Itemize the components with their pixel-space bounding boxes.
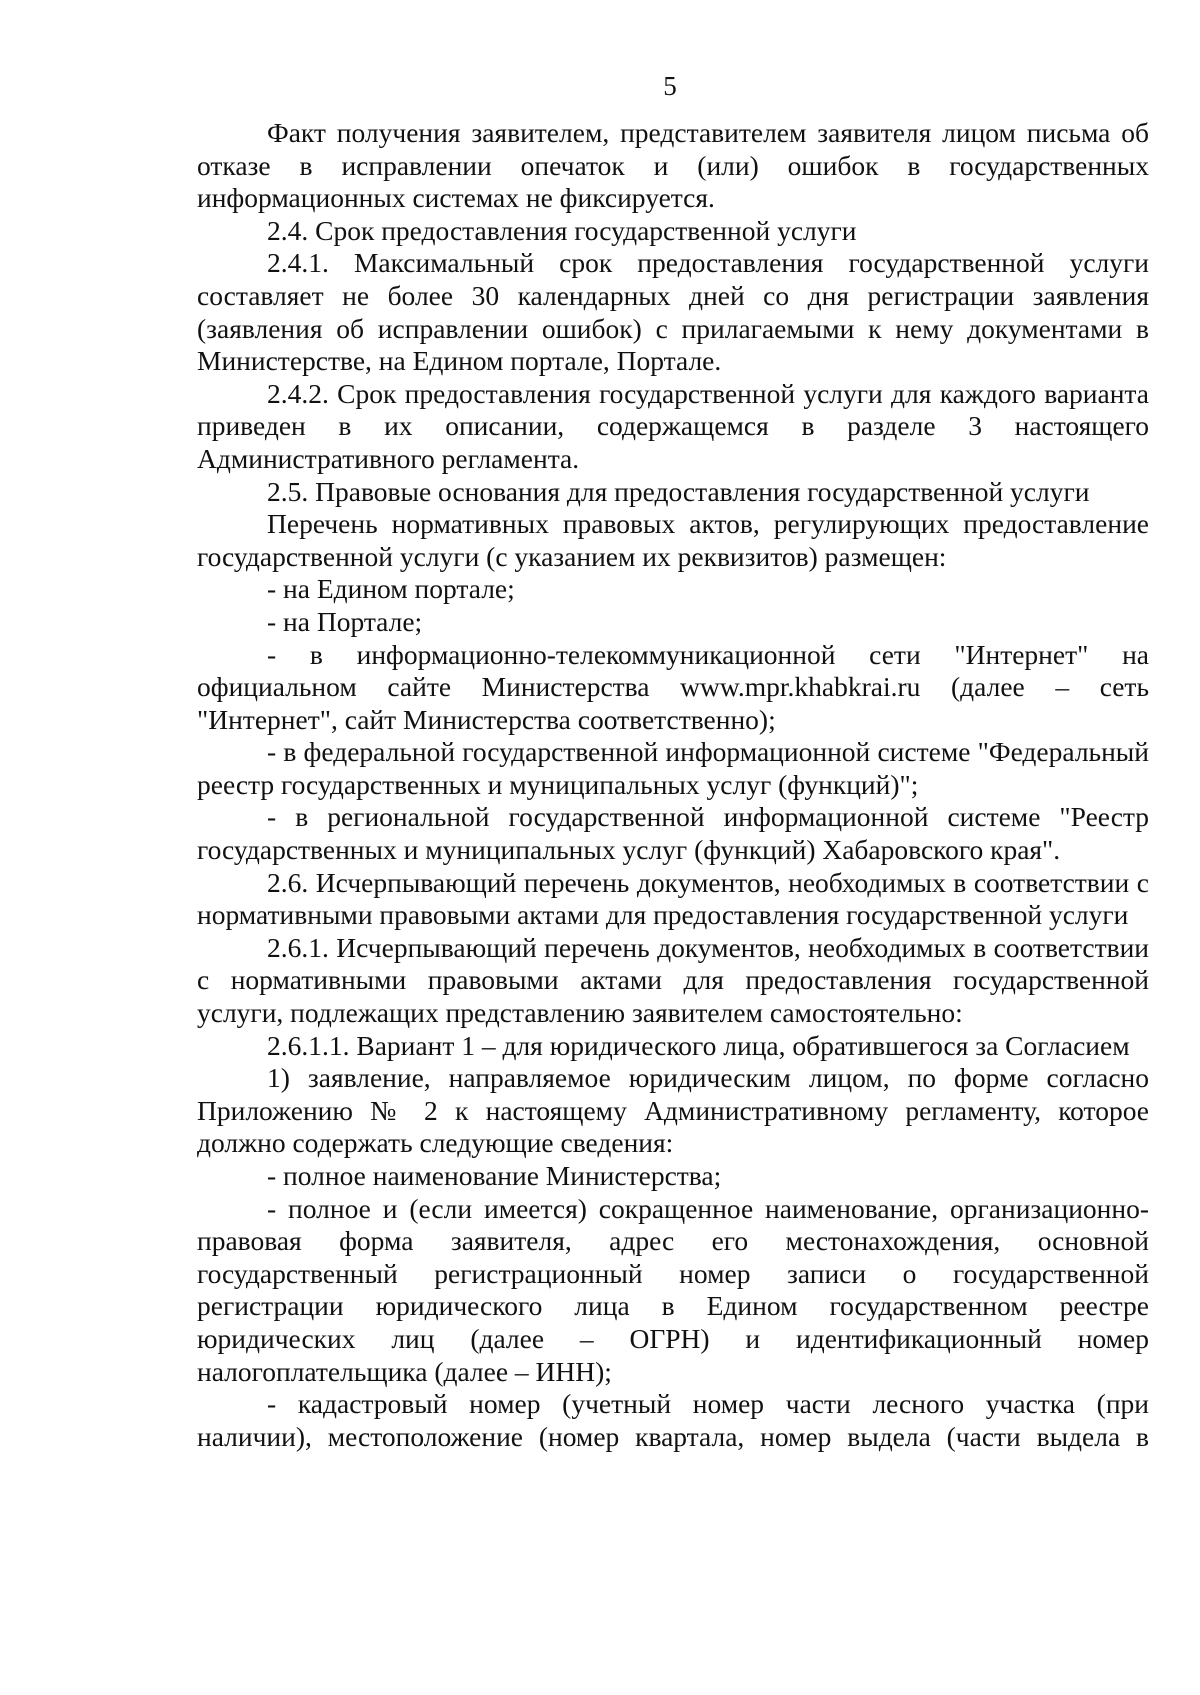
list-item-applicant-details: - полное и (если имеется) сокращенное наименование, организационно-правовая форма заявителя, адрес его местонахождения, основной государственный регистрационный номер записи о государственной регистрации юридического лица в Едином государственном реестре юридических лиц (далее – ОГРН) и идентификационный номер налогоплательщика (далее – ИНН); [197, 1192, 1149, 1387]
heading-2-5: 2.5. Правовые основания для предоставления государственной услуги [267, 475, 1090, 507]
document-body [197, 117, 1149, 1453]
heading-2-6: 2.6. Исчерпывающий перечень документов, необходимых в соответствии с нормативными правовыми актами для предоставления государственной услуги [197, 866, 1149, 931]
list-item-regional-registry: - в региональной государственной информационной системе "Реестр государственных и муниципальных услуг (функций) Хабаровского края". [197, 801, 1149, 866]
heading-2-4: 2.4. Срок предоставления государственной услуги [267, 214, 857, 246]
paragraph-2-6-1: 2.6.1. Исчерпывающий перечень документов, необходимых в соответствии с нормативными правовыми актами для предоставления государственной услуги, подлежащих представлению заявителем самостоятельно: [197, 931, 1149, 1029]
paragraph-legal-acts-list: Перечень нормативных правовых актов, регулирующих предоставление государственной услуги (с указанием их реквизитов) размещен: [197, 508, 1149, 572]
paragraph-2-6-1-1: 2.6.1.1. Вариант 1 – для юридического лица, обратившегося за Согласием [267, 1029, 1130, 1061]
list-item-cadastral-number: - кадастровый номер (учетный номер части лесного участка (при наличии), местоположение (номер квартала, номер выдела (части выдела в [197, 1388, 1149, 1452]
paragraph-refusal-fact: Факт получения заявителем, представителем заявителя лицом письма об отказе в исправлении опечаток и (или) ошибок в государственных информационных системах не фиксируется. [197, 117, 1149, 214]
list-item-internet-site: - в информационно-телекоммуникационной сети "Интернет" на официальном сайте Министерства www.mpr.khabkrai.ru (далее – сеть "Интернет", сайт Министерства соответственно); [197, 638, 1149, 735]
paragraph-application-item-1: 1) заявление, направляемое юридическим лицом, по форме согласно Приложению № 2 к настоящему Административному регламенту, которое должно содержать следующие сведения: [197, 1062, 1149, 1159]
list-item-federal-registry: - в федеральной государственной информационной системе "Федеральный реестр государственных и муниципальных услуг (функций)"; [197, 736, 1149, 800]
page-number: 5 [663, 71, 677, 101]
list-item-ministry-name: - полное наименование Министерства; [267, 1160, 722, 1191]
list-item-portal: - на Портале; [267, 605, 423, 637]
paragraph-2-4-1: 2.4.1. Максимальный срок предоставления государственной услуги составляет не более 30 календарных дней со дня регистрации заявления (заявления об исправлении ошибок) с прилагаемыми к нему документами в Министерстве, на Едином портале, Портале. [197, 247, 1149, 377]
list-item-unified-portal: - на Едином портале; [267, 573, 515, 605]
paragraph-2-4-2: 2.4.2. Срок предоставления государственной услуги для каждого варианта приведен в их описании, содержащемся в разделе 3 настоящего Административного регламента. [197, 377, 1149, 474]
